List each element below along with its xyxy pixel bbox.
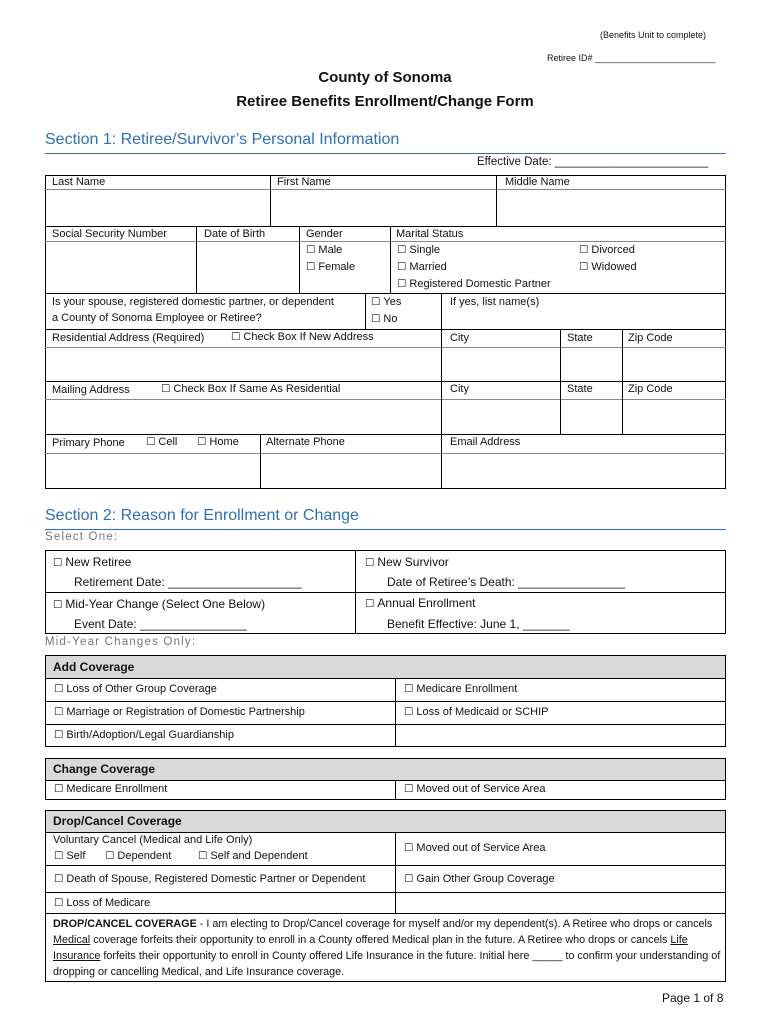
notice-life-insurance: Life Insurance [53, 934, 688, 962]
middle-name-label: Middle Name [505, 176, 570, 188]
form-title-county: County of Sonoma [318, 69, 452, 86]
change-coverage-header: Change Coverage [53, 762, 156, 776]
last-name-label: Last Name [52, 176, 106, 188]
cancel-dependent-checkbox[interactable]: ☐ Dependent [105, 850, 171, 862]
residential-address-label: Residential Address (Required) [52, 332, 205, 344]
section2-heading: Section 2: Reason for Enrollment or Change [45, 507, 359, 524]
section1-rule [45, 153, 726, 154]
last-name-input[interactable] [49, 192, 266, 223]
spouse-yes-checkbox[interactable]: ☐ Yes [371, 296, 401, 308]
change-medicare-checkbox[interactable]: ☐ Medicare Enrollment [54, 783, 167, 795]
spouse-question-line1: Is your spouse, registered domestic partner, or dependent [52, 296, 334, 308]
change-moved-out-checkbox[interactable]: ☐ Moved out of Service Area [404, 783, 545, 795]
marital-divorced-checkbox[interactable]: ☐ Divorced [579, 244, 635, 256]
first-name-label: First Name [277, 176, 331, 188]
birth-adoption-checkbox[interactable]: ☐ Birth/Adoption/Legal Guardianship [54, 729, 234, 741]
add-coverage-header: Add Coverage [53, 660, 135, 674]
section2-rule [45, 529, 726, 530]
drop-cancel-header: Drop/Cancel Coverage [53, 814, 182, 828]
loss-other-group-checkbox[interactable]: ☐ Loss of Other Group Coverage [54, 683, 217, 695]
email-label: Email Address [450, 436, 521, 448]
gender-male-checkbox[interactable]: ☐ Male [306, 244, 342, 256]
retirement-date-field[interactable]: Retirement Date: ____________________ [74, 575, 302, 589]
page-number: Page 1 of 8 [662, 991, 724, 1005]
mail-city-label: City [450, 383, 469, 395]
marital-married-checkbox[interactable]: ☐ Married [397, 261, 447, 273]
notice-part3: forfeits their opportunity to enroll in County offered Life Insurance in the future. Initial here _____ to confirm your understanding of dropping or cancelling Medical, and Life Insurance coverage. [53, 950, 721, 978]
marital-single-checkbox[interactable]: ☐ Single [397, 244, 440, 256]
mailing-address-input[interactable] [49, 402, 437, 431]
form-title: Retiree Benefits Enrollment/Change Form [236, 93, 534, 110]
phone-home-checkbox[interactable]: ☐ Home [197, 436, 239, 448]
spouse-question-line2: a County of Sonoma Employee or Retiree? [52, 312, 262, 324]
change-coverage-table [45, 758, 726, 800]
mailing-address-label: Mailing Address [52, 384, 130, 396]
alternate-phone-label: Alternate Phone [266, 436, 345, 448]
marriage-checkbox[interactable]: ☐ Marriage or Registration of Domestic Partnership [54, 706, 305, 718]
marital-widowed-checkbox[interactable]: ☐ Widowed [579, 261, 637, 273]
retiree-death-date-field[interactable]: Date of Retiree’s Death: ________________ [387, 575, 625, 589]
marital-rdp-checkbox[interactable]: ☐ Registered Domestic Partner [397, 278, 551, 290]
new-survivor-checkbox[interactable]: ☐ New Survivor [365, 555, 449, 569]
first-name-input[interactable] [274, 192, 492, 223]
drop-cancel-table [45, 810, 726, 982]
cancel-self-and-dependent-checkbox[interactable]: ☐ Self and Dependent [198, 850, 308, 862]
primary-phone-label: Primary Phone [52, 437, 125, 449]
benefit-effective-field[interactable]: Benefit Effective: June 1, _______ [387, 617, 570, 631]
select-one-label: Select One: [45, 531, 119, 543]
email-input[interactable] [445, 456, 722, 485]
notice-medical: Medical [53, 934, 91, 946]
add-medicare-enrollment-checkbox[interactable]: ☐ Medicare Enrollment [404, 683, 517, 695]
section1-heading: Section 1: Retiree/Survivor’s Personal Information [45, 131, 400, 148]
enrollment-reason-table [45, 550, 726, 634]
annual-enrollment-checkbox[interactable]: ☐ Annual Enrollment [365, 596, 475, 610]
cancel-self-checkbox[interactable]: ☐ Self [54, 850, 85, 862]
event-date-field[interactable]: Event Date: ________________ [74, 617, 247, 631]
new-address-checkbox[interactable]: ☐ Check Box If New Address [231, 331, 374, 343]
dob-label: Date of Birth [204, 228, 266, 240]
res-zip-label: Zip Code [628, 332, 673, 344]
same-as-residential-checkbox[interactable]: ☐ Check Box If Same As Residential [161, 383, 340, 395]
drop-cancel-notice [53, 916, 721, 980]
residential-address-input[interactable] [49, 350, 437, 379]
drop-moved-out-checkbox[interactable]: ☐ Moved out of Service Area [404, 842, 545, 854]
res-city-label: City [450, 332, 469, 344]
gain-other-group-checkbox[interactable]: ☐ Gain Other Group Coverage [404, 873, 555, 885]
loss-of-medicare-checkbox[interactable]: ☐ Loss of Medicare [54, 897, 150, 909]
marital-status-label: Marital Status [396, 228, 464, 240]
retiree-id-field[interactable]: Retiree ID# ________________________ [547, 53, 716, 63]
mid-year-change-checkbox[interactable]: ☐ Mid-Year Change (Select One Below) [53, 597, 265, 611]
voluntary-cancel-label: Voluntary Cancel (Medical and Life Only) [53, 834, 253, 846]
notice-lead: DROP/CANCEL COVERAGE [53, 918, 197, 930]
loss-medicaid-checkbox[interactable]: ☐ Loss of Medicaid or SCHIP [404, 706, 548, 718]
if-yes-names-label: If yes, list name(s) [450, 296, 540, 308]
spouse-no-checkbox[interactable]: ☐ No [371, 313, 397, 325]
notice-part1: - I am electing to Drop/Cancel coverage for myself and/or my dependent(s). A Retiree who drops or cancels [196, 918, 713, 930]
benefits-unit-note: (Benefits Unit to complete) [600, 30, 707, 40]
new-retiree-checkbox[interactable]: ☐ New Retiree [53, 555, 131, 569]
personal-info-table [45, 175, 726, 489]
effective-date-field[interactable]: Effective Date: ________________________ [477, 156, 709, 168]
mail-zip-label: Zip Code [628, 383, 673, 395]
notice-part2: coverage forfeits their opportunity to enroll in a County offered Medical plan in the future. A Retiree who drops or cancels [90, 934, 671, 946]
middle-name-input[interactable] [500, 192, 722, 223]
ssn-label: Social Security Number [52, 228, 167, 240]
gender-label: Gender [306, 228, 343, 240]
phone-cell-checkbox[interactable]: ☐ Cell [146, 436, 177, 448]
mail-state-label: State [567, 383, 593, 395]
res-state-label: State [567, 332, 593, 344]
death-spouse-checkbox[interactable]: ☐ Death of Spouse, Registered Domestic Partner or Dependent [54, 873, 365, 885]
gender-female-checkbox[interactable]: ☐ Female [306, 261, 355, 273]
add-coverage-table [45, 655, 726, 747]
mid-year-only-label: Mid-Year Changes Only: [45, 636, 197, 648]
